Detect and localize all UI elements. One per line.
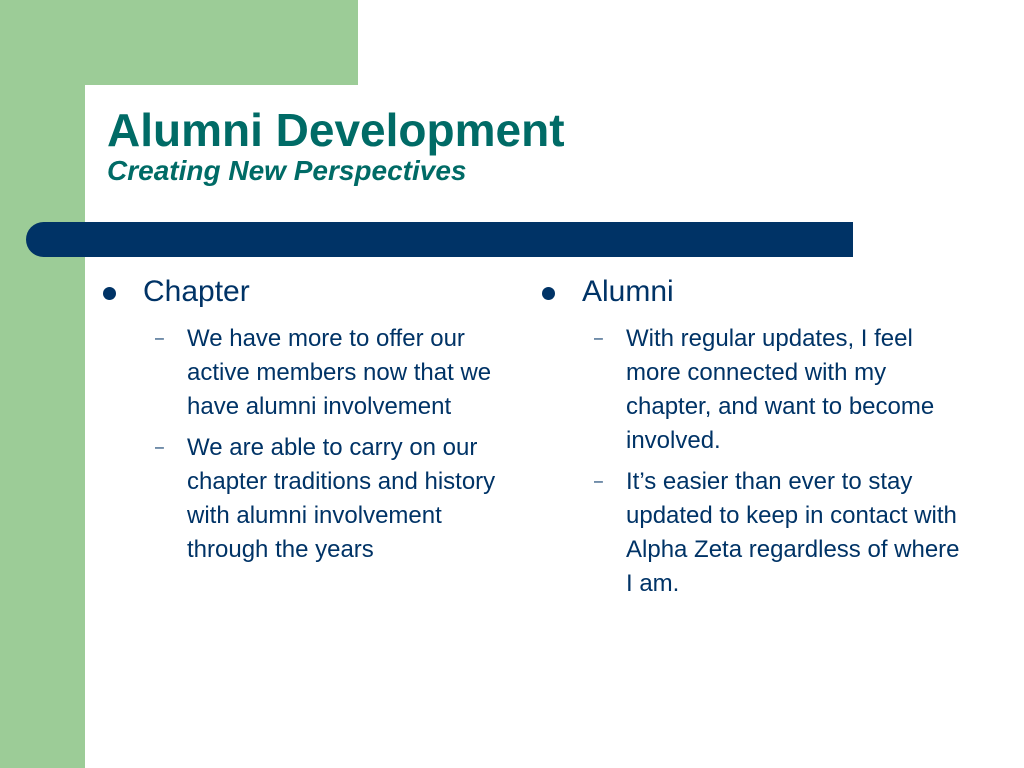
divider-bar xyxy=(26,222,853,257)
bullet-heading-row xyxy=(103,272,513,312)
column-heading: Alumni xyxy=(582,275,674,308)
bullet-heading-row xyxy=(542,272,962,312)
sub-bullet-item xyxy=(103,322,513,424)
sub-bullet-item xyxy=(542,465,962,601)
bullet-dot-icon xyxy=(542,287,555,300)
sub-bullet-text: It’s easier than ever to stay updated to keep in contact with Alpha Zeta regardless of where I am. xyxy=(626,468,960,597)
green-side-strip xyxy=(0,0,85,768)
dash-icon: – xyxy=(594,330,603,347)
sub-bullet-text: We are able to carry on our chapter traditions and history with alumni involvement through the years xyxy=(187,434,496,563)
column-chapter xyxy=(103,272,513,567)
slide-title: Alumni Development xyxy=(107,104,565,156)
column-alumni xyxy=(542,272,962,601)
sub-bullet-text: With regular updates, I feel more connected with my chapter, and want to become involved. xyxy=(626,325,935,454)
dash-icon: – xyxy=(155,330,164,347)
dash-icon: – xyxy=(594,473,603,490)
dash-icon: – xyxy=(155,439,164,456)
title-block xyxy=(107,104,565,188)
sub-bullet-item xyxy=(103,431,513,567)
slide-subtitle: Creating New Perspectives xyxy=(107,155,467,186)
bullet-dot-icon xyxy=(103,287,116,300)
column-heading: Chapter xyxy=(143,275,250,308)
sub-bullet-text: We have more to offer our active members now that we have alumni involvement xyxy=(187,325,492,420)
sub-bullet-item xyxy=(542,322,962,458)
